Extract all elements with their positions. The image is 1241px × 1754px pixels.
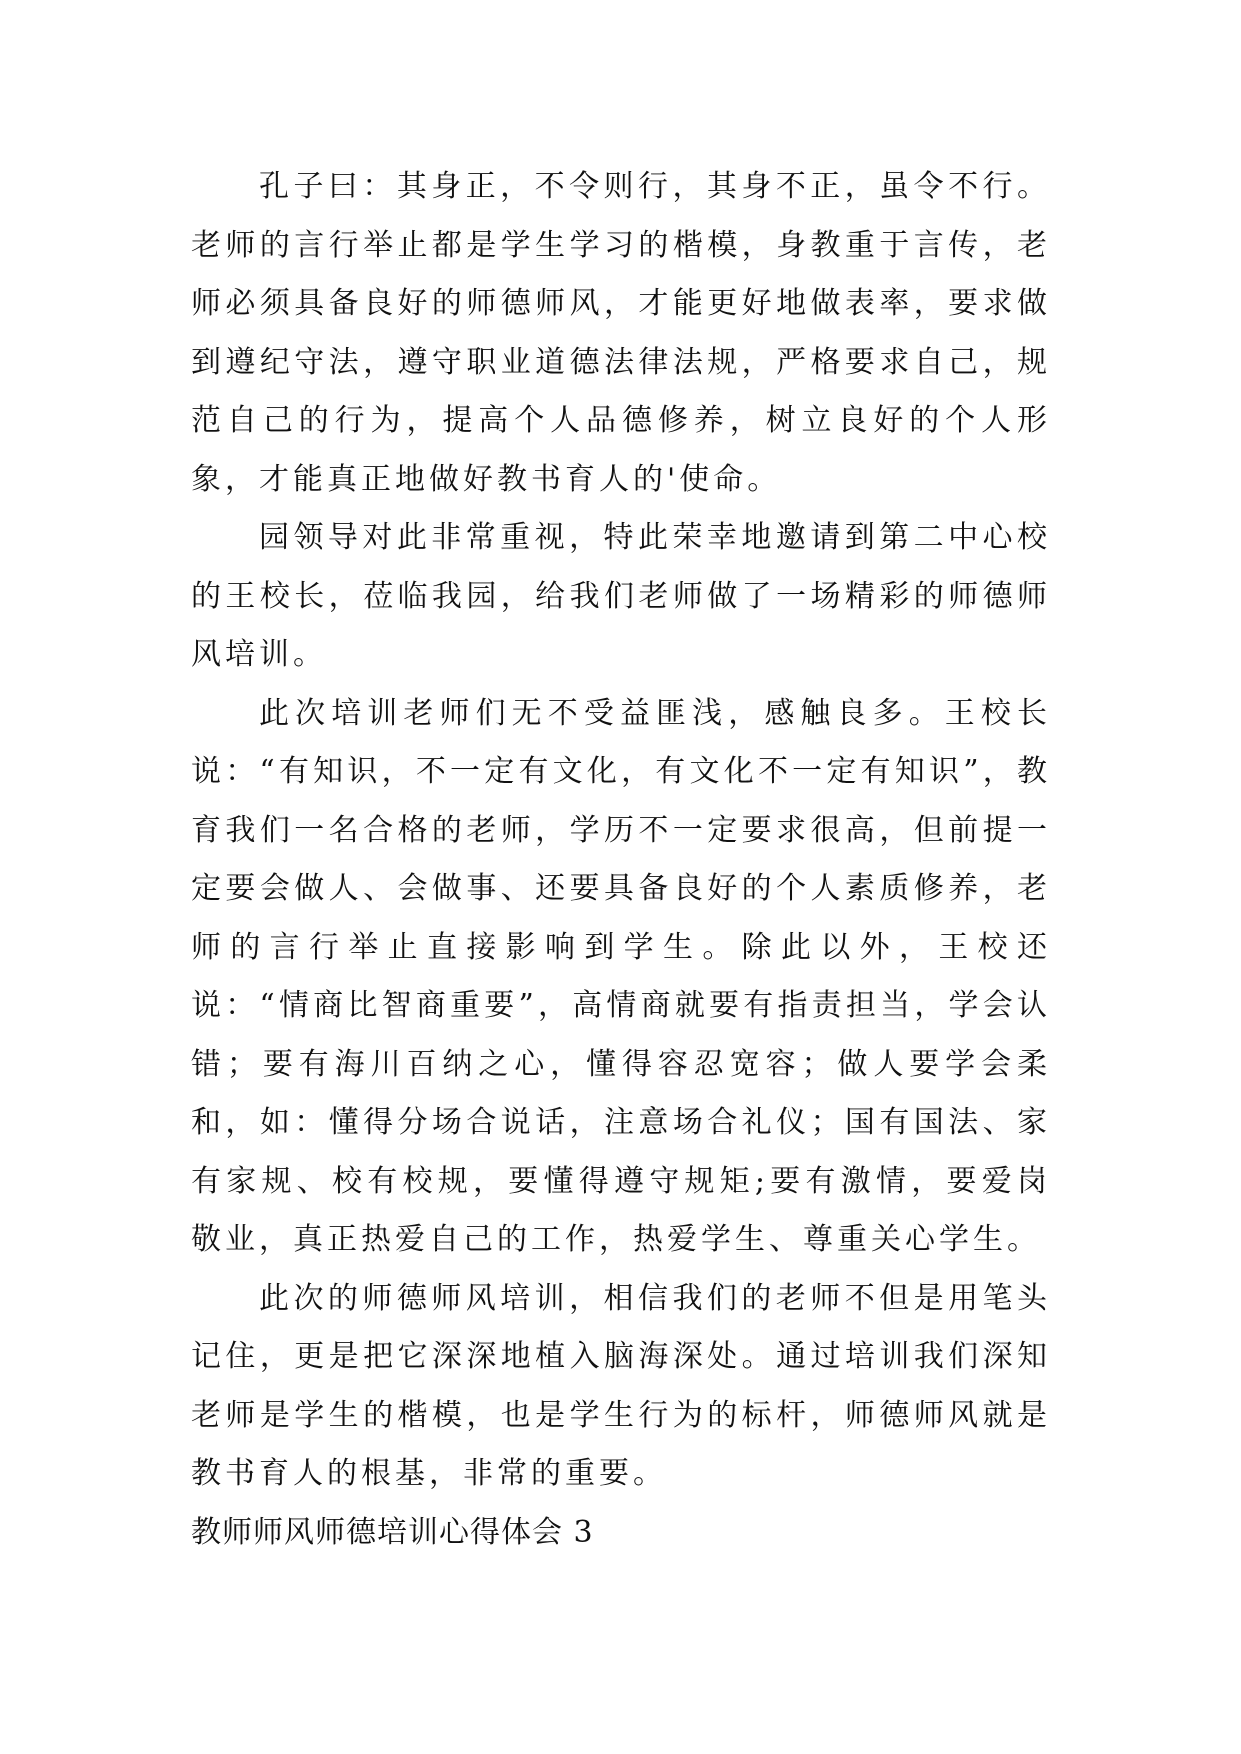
- paragraph-4: 此次的师德师风培训，相信我们的老师不但是用笔头记住，更是把它深深地植入脑海深处。通过培训我们深知老师是学生的楷模，也是学生行为的标杆，师德师风就是教书育人的根基，非常的重要。: [191, 1280, 1051, 1491]
- paragraph-1: 孔子曰：其身正，不令则行，其身不正，虽令不行。老师的言行举止都是学生学习的楷模，身教重于言传，老师必须具备良好的师德师风，才能更好地做表率，要求做到遵纪守法，遵守职业道德法律法规，严格要求自己，规范自己的行为，提高个人品德修养，树立良好的个人形象，才能真正地做好教书育人的'使命。: [191, 169, 1051, 497]
- paragraph-2: 园领导对此非常重视，特此荣幸地邀请到第二中心校的王校长，莅临我园，给我们老师做了一场精彩的师德师风培训。: [191, 520, 1051, 672]
- paragraph-3: 此次培训老师们无不受益匪浅，感触良多。王校长说：“有知识，不一定有文化，有文化不一定有知识”，教育我们一名合格的老师，学历不一定要求很高，但前提一定要会做人、会做事、还要具备良好的个人素质修养，老师的言行举止直接影响到学生。除此以外，王校还说：“情商比智商重要”，高情商就要有指责担当，学会认错；要有海川百纳之心，懂得容忍宽容；做人要学会柔和，如：懂得分场合说话，注意场合礼仪；国有国法、家有家规、校有校规，要懂得遵守规矩;要有激情，要爱岗敬业，真正热爱自己的工作，热爱学生、尊重关心学生。: [191, 695, 1051, 1257]
- section-heading: 教师师风师德培训心得体会 3: [191, 1514, 594, 1550]
- document-body: [191, 158, 1051, 1562]
